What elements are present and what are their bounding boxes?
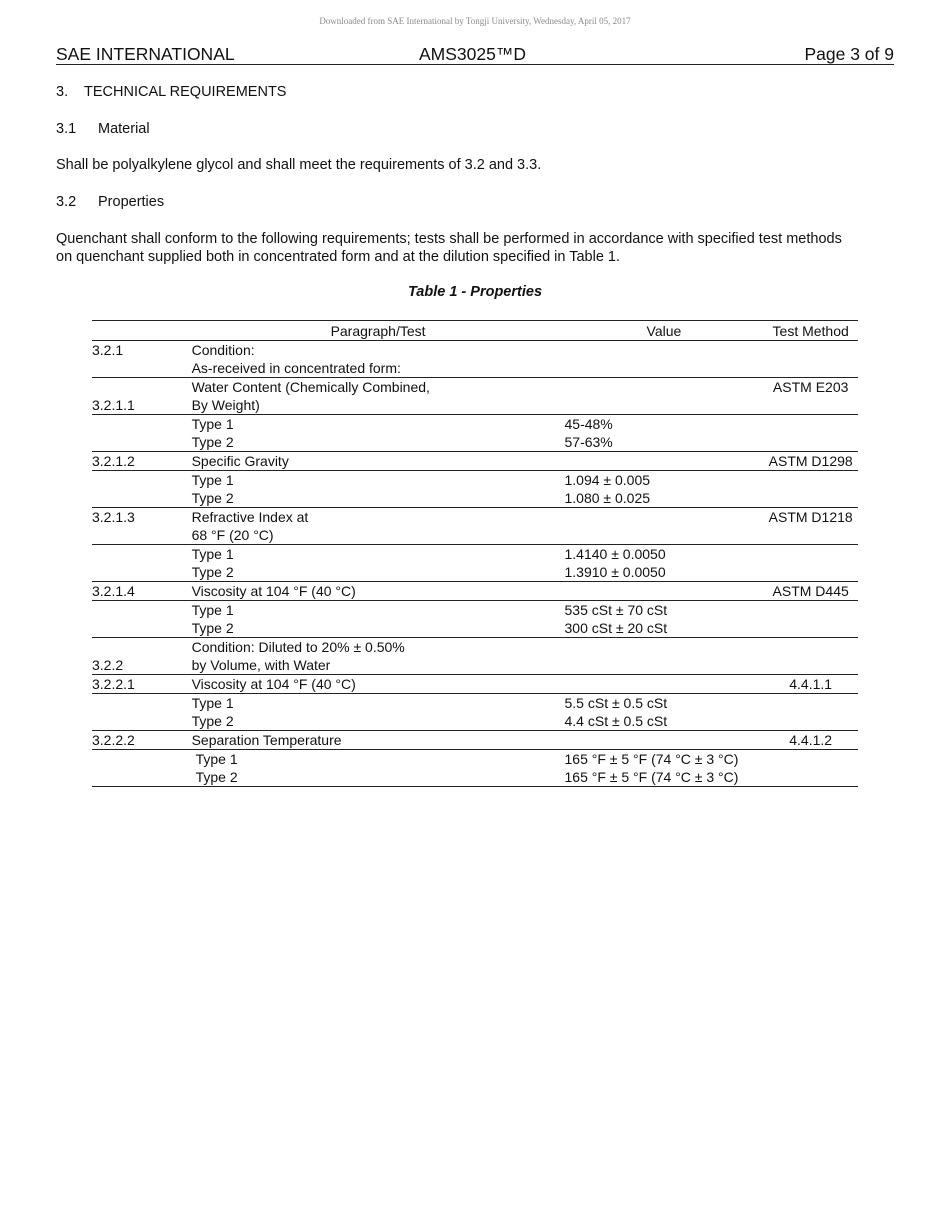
- row-values: [565, 601, 764, 638]
- type-label: Type 1: [191, 546, 234, 562]
- section-3-heading: [56, 83, 896, 101]
- row-values: [565, 694, 764, 731]
- table-header-row: [92, 321, 858, 341]
- row-number: 3.2.2: [92, 638, 192, 675]
- row-test: Specific Gravity: [192, 452, 565, 471]
- row-number: 3.2.1: [92, 341, 192, 378]
- paragraph-line: Quenchant shall conform to the following requirements; tests shall be performed in accordance with specified test methods: [56, 231, 842, 247]
- paragraph-line: on quenchant supplied both in concentrated form and at the dilution specified in Table 1.: [56, 249, 621, 265]
- row-number: [92, 471, 192, 508]
- row-method: [763, 471, 858, 508]
- table-row: [92, 582, 858, 601]
- row-number: [92, 750, 192, 787]
- type-label: Type 2: [191, 490, 234, 506]
- section-title: TECHNICAL REQUIREMENTS: [84, 84, 287, 100]
- header-cell-method: Test Method: [763, 321, 858, 341]
- test-line: Condition: Diluted to 20% ± 0.50%: [191, 639, 405, 655]
- type-value: 57-63%: [564, 434, 613, 450]
- row-method: [763, 415, 858, 452]
- row-number: [92, 601, 192, 638]
- row-value: [565, 582, 764, 601]
- section-3-1-heading: [56, 120, 896, 138]
- row-test: Separation Temperature: [192, 731, 565, 750]
- row-values: [565, 545, 764, 582]
- table-row: [92, 378, 858, 415]
- section-3-1-text: Shall be polyalkylene glycol and shall meet the requirements of 3.2 and 3.3.: [56, 157, 542, 173]
- header-cell-value: Value: [565, 321, 764, 341]
- row-method: 4.4.1.2: [763, 731, 858, 750]
- row-values: [565, 471, 764, 508]
- type-label: Type 1: [191, 602, 234, 618]
- row-types: [192, 694, 565, 731]
- table-row: [92, 638, 858, 675]
- type-value: 5.5 cSt ± 0.5 cSt: [564, 695, 668, 711]
- row-test: Viscosity at 104 °F (40 °C): [192, 582, 565, 601]
- test-line: Condition:: [191, 342, 255, 358]
- row-number: 3.2.2.2: [92, 731, 192, 750]
- download-notice: Downloaded from SAE International by Tongji University, Wednesday, April 05, 2017: [319, 16, 631, 26]
- test-line: Refractive Index at: [191, 509, 309, 525]
- page-header: [56, 44, 894, 65]
- table-row: [92, 731, 858, 750]
- table-row: [92, 415, 858, 452]
- row-number: 3.2.1.2: [92, 452, 192, 471]
- type-value: 1.094 ± 0.005: [564, 472, 651, 488]
- test-line: Water Content (Chemically Combined,: [191, 379, 430, 395]
- test-line: by Volume, with Water: [191, 657, 331, 673]
- row-number: [92, 415, 192, 452]
- section-title: Material: [98, 121, 150, 137]
- test-line: By Weight): [191, 397, 260, 413]
- row-types: [192, 471, 565, 508]
- properties-table: [92, 320, 858, 787]
- type-value: 1.080 ± 0.025: [564, 490, 651, 506]
- section-3-2-text: [56, 230, 896, 266]
- table-caption: Table 1 - Properties: [407, 284, 543, 300]
- row-value: [565, 378, 764, 415]
- row-test: [192, 341, 565, 378]
- row-method: [763, 601, 858, 638]
- section-number: 3.: [56, 84, 69, 100]
- table-row: [92, 471, 858, 508]
- row-method: [763, 341, 858, 378]
- row-value: [565, 508, 764, 545]
- test-line: As-received in concentrated form:: [191, 360, 401, 376]
- row-method: [763, 694, 858, 731]
- row-test: [192, 638, 565, 675]
- row-method: [763, 750, 858, 787]
- row-number: [92, 694, 192, 731]
- test-line: 68 °F (20 °C): [191, 527, 274, 543]
- type-label: Type 2: [191, 564, 234, 580]
- table-row: [92, 452, 858, 471]
- type-value: 165 °F ± 5 °F (74 °C ± 3 °C): [564, 769, 739, 785]
- row-number: 3.2.1.3: [92, 508, 192, 545]
- type-value: 1.4140 ± 0.0050: [564, 546, 666, 562]
- section-number: 3.1: [56, 121, 77, 137]
- type-label: Type 2: [195, 769, 238, 785]
- type-label: Type 1: [191, 472, 234, 488]
- header-page-number: Page 3 of 9: [804, 44, 894, 64]
- row-method: ASTM D1298: [763, 452, 858, 471]
- row-types: [192, 415, 565, 452]
- type-value: 535 cSt ± 70 cSt: [564, 602, 668, 618]
- table-row: [92, 545, 858, 582]
- header-cell-number: [92, 321, 192, 341]
- row-method: [763, 638, 858, 675]
- type-label: Type 2: [191, 434, 234, 450]
- row-value: [565, 638, 764, 675]
- row-test: Viscosity at 104 °F (40 °C): [192, 675, 565, 694]
- row-method: ASTM D1218: [763, 508, 858, 545]
- header-organization: SAE INTERNATIONAL: [56, 44, 235, 64]
- table-row: [92, 601, 858, 638]
- type-label: Type 1: [191, 416, 234, 432]
- type-value: 300 cSt ± 20 cSt: [564, 620, 668, 636]
- table-row: [92, 508, 858, 545]
- type-value: 4.4 cSt ± 0.5 cSt: [564, 713, 668, 729]
- type-label: Type 1: [195, 751, 238, 767]
- type-value: 45-48%: [564, 416, 613, 432]
- section-title: Properties: [98, 194, 165, 210]
- row-method: 4.4.1.1: [763, 675, 858, 694]
- table-row: [92, 750, 858, 787]
- row-number: 3.2.1.4: [92, 582, 192, 601]
- row-method: [763, 545, 858, 582]
- row-value: [565, 341, 764, 378]
- row-value: [565, 675, 764, 694]
- type-value: 165 °F ± 5 °F (74 °C ± 3 °C): [564, 751, 739, 767]
- row-test: [192, 378, 565, 415]
- header-document-number: AMS3025™D: [419, 44, 526, 64]
- row-value: [565, 452, 764, 471]
- row-value: [565, 731, 764, 750]
- row-number: [92, 545, 192, 582]
- header-cell-paragraph: Paragraph/Test: [192, 321, 565, 341]
- row-number: 3.2.1.1: [92, 378, 192, 415]
- type-label: Type 2: [191, 713, 234, 729]
- type-label: Type 2: [191, 620, 234, 636]
- row-values: [565, 750, 764, 787]
- table-row: [92, 341, 858, 378]
- row-method: ASTM D445: [763, 582, 858, 601]
- type-value: 1.3910 ± 0.0050: [564, 564, 666, 580]
- section-number: 3.2: [56, 194, 77, 210]
- section-3-2-heading: [56, 193, 896, 211]
- row-types: [192, 601, 565, 638]
- row-types: [192, 750, 565, 787]
- row-types: [192, 545, 565, 582]
- table-row: [92, 675, 858, 694]
- table-row: [92, 694, 858, 731]
- row-test: [192, 508, 565, 545]
- row-values: [565, 415, 764, 452]
- row-number: 3.2.2.1: [92, 675, 192, 694]
- type-label: Type 1: [191, 695, 234, 711]
- row-method: ASTM E203: [763, 378, 858, 415]
